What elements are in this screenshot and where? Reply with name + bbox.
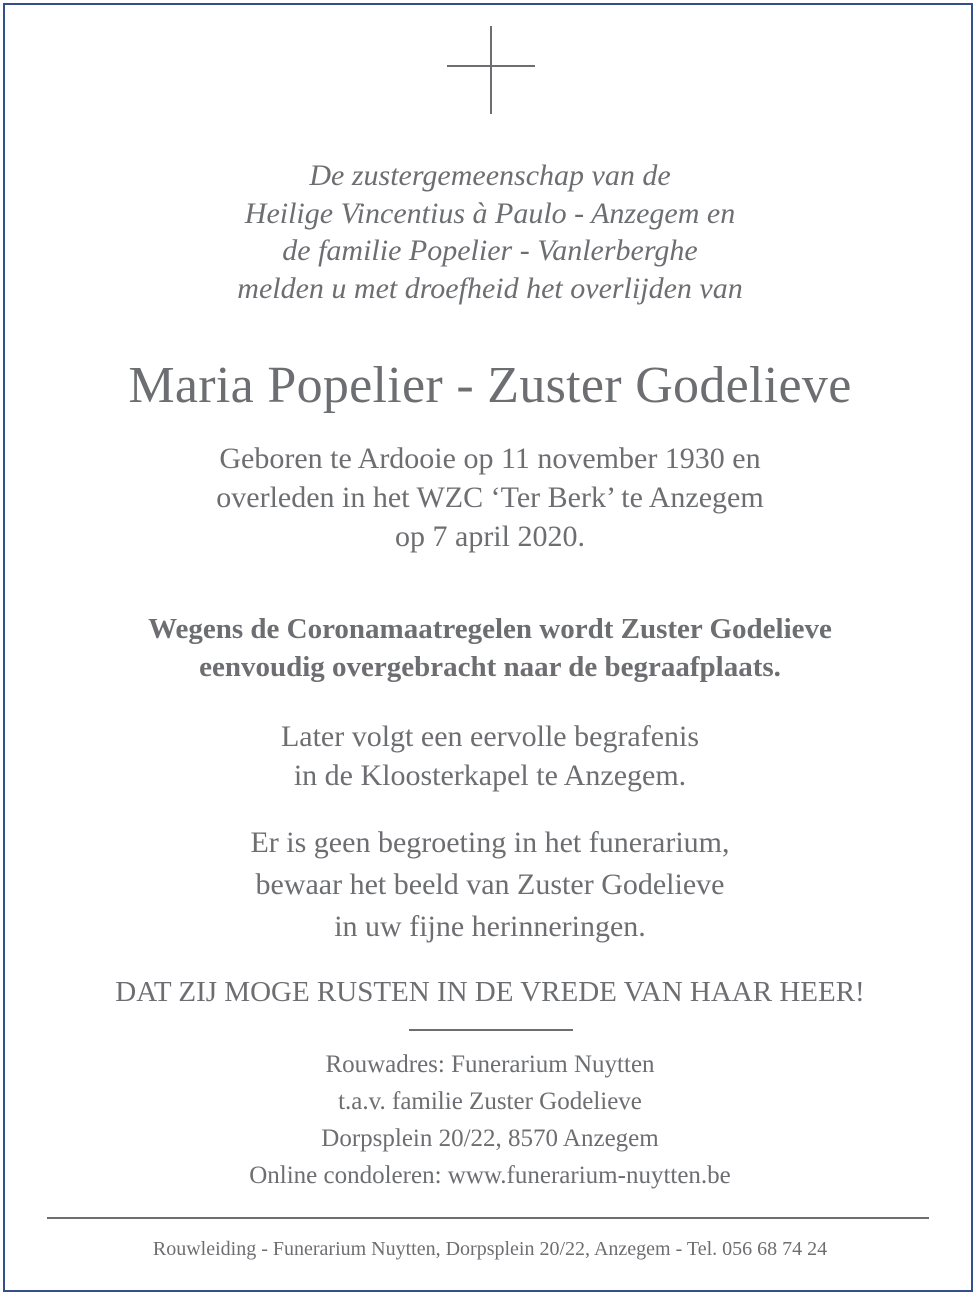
address-line: t.a.v. familie Zuster Godelieve	[338, 1088, 642, 1115]
funeral-line: Later volgt een eervolle begrafenis	[280, 720, 700, 753]
intro-text	[0, 157, 980, 307]
intro-line: melden u met droefheid het overlijden van	[237, 271, 743, 305]
divider	[409, 1029, 573, 1031]
corona-notice	[0, 610, 980, 686]
visitation-line: in uw fijne herinneringen.	[334, 910, 646, 943]
notice-line: eenvoudig overgebracht naar de begraafplaats.	[199, 651, 781, 683]
address-line: Dorpsplein 20/22, 8570 Anzegem	[321, 1125, 659, 1152]
dates-line: overleden in het WZC ‘Ter Berk’ te Anzegem	[216, 481, 764, 514]
deceased-name: Maria Popelier - Zuster Godelieve	[128, 357, 852, 414]
intro-line: Heilige Vincentius à Paulo - Anzegem en	[244, 196, 736, 230]
funeral-line: in de Kloosterkapel te Anzegem.	[293, 759, 687, 792]
closing-prayer: DAT ZIJ MOGE RUSTEN IN DE VREDE VAN HAAR HEER!	[115, 976, 865, 1008]
birth-death-dates	[0, 439, 980, 556]
footer-text: Rouwleiding - Funerarium Nuytten, Dorpsplein 20/22, Anzegem - Tel. 056 68 74 24	[152, 1238, 828, 1260]
dates-line: Geboren te Ardooie op 11 november 1930 en	[219, 442, 761, 475]
cross-icon	[447, 26, 535, 114]
footer-divider	[47, 1217, 929, 1219]
condolence-link[interactable]: Online condoleren: www.funerarium-nuytten.be	[249, 1162, 731, 1189]
intro-line: de familie Popelier - Vanlerberghe	[282, 234, 698, 267]
notice-line: Wegens de Coronamaatregelen wordt Zuster Godelieve	[148, 613, 832, 645]
dates-line: op 7 april 2020.	[395, 520, 585, 553]
intro-line: De zustergemeenschap van de	[309, 159, 671, 192]
visitation-info	[0, 822, 980, 948]
mourning-address	[0, 1046, 980, 1194]
funeral-info	[0, 717, 980, 795]
address-line: Rouwadres: Funerarium Nuytten	[325, 1051, 655, 1078]
visitation-line: bewaar het beeld van Zuster Godelieve	[255, 868, 725, 901]
visitation-line: Er is geen begroeting in het funerarium,	[250, 826, 730, 859]
